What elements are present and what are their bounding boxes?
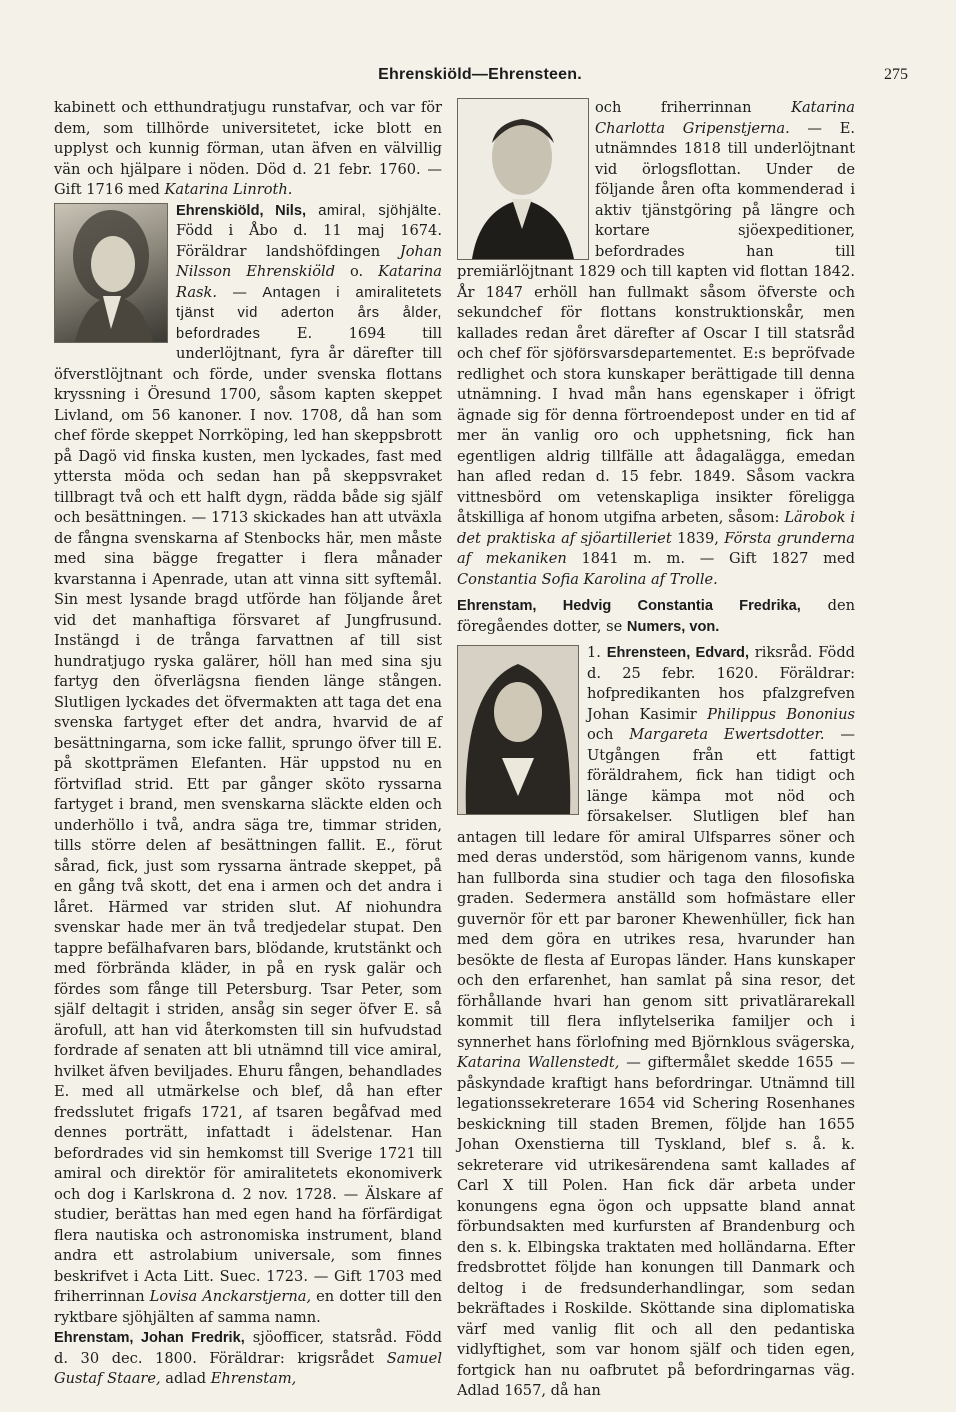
entry-name: Ehrensteen, Edvard, [606,645,749,661]
portrait-edvard-ehrensteen [457,645,579,815]
portrait-johan-ehrenstam [457,98,589,260]
entry-name: Ehrenstam, Johan Fredrik, [54,1330,245,1346]
running-head: Ehrenskiöld—Ehrensteen. [378,66,582,83]
linroth-paragraph: kabinett och etthundratjugu runstafvar, och var för dem, som tillhörde universitetet, icke blott en upplyst och kunnig förman, utan äfven en välvillig vän och hjälpare i nöden. Död d. 21 febr. 1760. — Gift 1716 med Katarina Linroth. [54,99,442,198]
portrait-nils-ehrenskiold [54,203,168,343]
johan-entry-continued: och friherrinnan Katarina Charlotta Gripenstjerna. — E. utnämndes 1818 till underlöjtnant vid örlogsflottan. Under de följande åren ofta kommenderad i aktiv tjänstgöring på längre och kortare sjöexpeditioner, befordrades han till premiärlöjtnant 1829 och till kapten vid flottan 1842. År 1847 erhöll han fullmakt såsom öfverste och sekundchef för flottans konstruktionskår, men kallades redan året därefter af Oscar I till statsråd och chef för sjöförsvarsdepartementet. E:s bepröfvade redlighet och stora kunskaper berättigade till denna utnämning. I hvad mån hans egenskaper i öfrigt ägnade sig för denna förtroendepost under en tid af mer än vanlig oro och upphetsning, fick han egentligen aldrig tillfälle att ådagalägga, emedan han afled redan d. 15 febr. 1849. Såsom vackra vittnesbörd om vetenskapliga insikter föreligga åtskilliga af honom utgifna arbeten, såsom: Lärobok i det praktiska af sjöartilleriet 1839, Första grunderna af mekaniken 1841 m. m. — Gift 1827 med Constantia Sofia Karolina af Trolle. [457,99,855,588]
right-column [457,98,855,1402]
page-header [52,66,908,88]
page-number: 275 [884,66,908,83]
hedvig-entry: Ehrenstam, Hedvig Constantia Fredrika, den föregåendes dotter, se Numers, von. [457,597,855,635]
johan-entry: Ehrenstam, Johan Fredrik, sjöofficer, statsråd. Född d. 30 dec. 1800. Föräldrar: krigsrådet Samuel Gustaf Staare, adlad Ehrenstam, [54,1329,442,1387]
entry-name: Ehrenskiöld, Nils, [176,202,306,219]
edvard-entry: 1. Ehrensteen, Edvard, riksråd. Född d. 25 febr. 1620. Föräldrar: hofpredikanten hos pfalzgrefven Johan Kasimir Philippus Bononius och Margareta Ewertsdotter. — Utgången från ett fattigt föräldrahem, fick han tidigt och länge kämpa mot nöd och försakelser. Slutligen blef han antagen till ledare för amiral Ulfsparres söner och med deras understöd, som härigenom vanns, kunde han fullborda sina studier och taga den filosofiska graden. Sedermera anställd som hofmästare eller guvernör för ett par baroner Khewenhüller, fick han med dem göra en utrikes resa, hvarunder han besökte de flesta af Europas länder. Hans kunskaper och den erfarenhet, han samlat på sina resor, det förhållande hvari han genom sitt privatlärarekall kommit till flera inflytelserika familjer och i synnerhet hans förlofning med Björnklous svägerska, Katarina Wallenstedt, — giftermålet skedde 1655 — påskyndade kraftigt hans befordringar. Utnämnd till legationssekreterare 1654 vid Schering Rosenhanes beskickning till staden Bremen, följde han 1655 Johan Oxenstierna till Tyskland, blef s. å. k. sekreterare vid utrikesärendena samt kallades af Carl X till Polen. Han fick där arbeta under konungens egna ögon och uppsatte bland annat förbundsakten med kurfursten af Brandenburg och den s. k. Elbingska traktaten med holländarna. Efter fredsbrottet följde han konungen till Danmark och deltog i de fredsunderhandlingar, som sedan bekräftades i Roskilde. Sköttande sina diplomatiska värf med vanlig flit och all den pedantiska vidlyftighet, som var honom själf och tiden egen, fortgick han nu oafbrutet på befordringarnas väg. Adlad 1657, då han [457,644,856,1399]
left-column [54,98,442,1390]
nils-entry: Ehrenskiöld, Nils, amiral, sjöhjälte. Född i Åbo d. 11 maj 1674. Föräldrar landshöfdingen Johan Nilsson Ehrenskiöld o. Katarina Rask. — Antagen i amiralitetets tjänst vid aderton års ålder, befordrades E. 1694 till underlöjtnant, fyra år därefter till öfverstlöjtnant och förde, under svenska flottans kryssning i Öresund 1700, såsom kapten skeppet Livland, om 56 kanoner. I nov. 1708, då han som chef förde skeppet Norrköping, led han skeppsbrott på Dagö vid finska kusten, men lyckades, fast med yttersta möda och sedan han på skeppsvraket tillbragt två och ett halft dygn, rädda både sig själf och besättningen. — 1713 skickades han att utväxla de fångna svenskarna af Stenbocks här, men måste med sina bägge fregatter i flera månader kvarstanna i Apenrade, utan att vinna sitt syftemål. Sin mest lysande bragd utförde han följande året vid det manhaftiga försvaret af Jungfrusund. Instängd i de trånga farvattnen af till sist hundratjugo ryska galärer, höll han med sina sju fartyg den öfverlägsna fienden länge stången. Slutligen lyckades det öfvermakten att taga det ena svenska fartyget efter det andra, hvarvid de af besättningarna, som icke fallit, sprungo öfver till E. på skottprämen Elefanten. Här uppstod nu en förtviflad strid. Ett par gånger sköto ryssarna fartyget i brand, men svenskarna släckte elden och underhöllo i två, andra säga tre, timmar striden, tills större delen af besättningen fallit. E., förut sårad, fick, just som ryssarna äntrade skeppet, på en gång två skott, det ena i armen och det andra i låret. Härmed var striden slut. Af niohundra svenskar hade mer än två tredjedelar stupat. Den tappre befälhafvaren bars, blödande, krutstänkt och med förbrända kläder, in på en rysk galär och fördes som fånge till Petersburg. Tsar Peter, som själf deltagit i striden, ansåg sin seger öfver E. så ärofull, att han vid återkomsten till sin hufvudstad fordrade af senaten att bli utnämnd till vice amiral, hvilket äfven beviljades. Ehuru fången, behandlades E. med all utmärkelse och blef, då han efter fredsslutet frigafs 1721, af tsaren begåfvad med dennes porträtt, infattadt i ädelstenar. Han befordrades vid sin hemkomst till Sverige 1721 till amiral och direktör för amiralitetets ekonomiverk och dog i Karlskrona d. 2 nov. 1728. — Älskare af studier, berättas han med egen hand ha förfärdigat flera nautiska och astronomiska instrument, bland andra ett astrolabium universale, som finnes beskrifvet i Acta Litt. Suec. 1723. — Gift 1703 med friherrinnan Lovisa Anckarstjerna, en dotter till den ryktbare sjöhjälten af samma namn. [54,202,442,1326]
cross-reference: Numers, von. [626,618,720,635]
entry-name: Ehrenstam, Hedvig Constantia Fredrika, [457,598,801,614]
